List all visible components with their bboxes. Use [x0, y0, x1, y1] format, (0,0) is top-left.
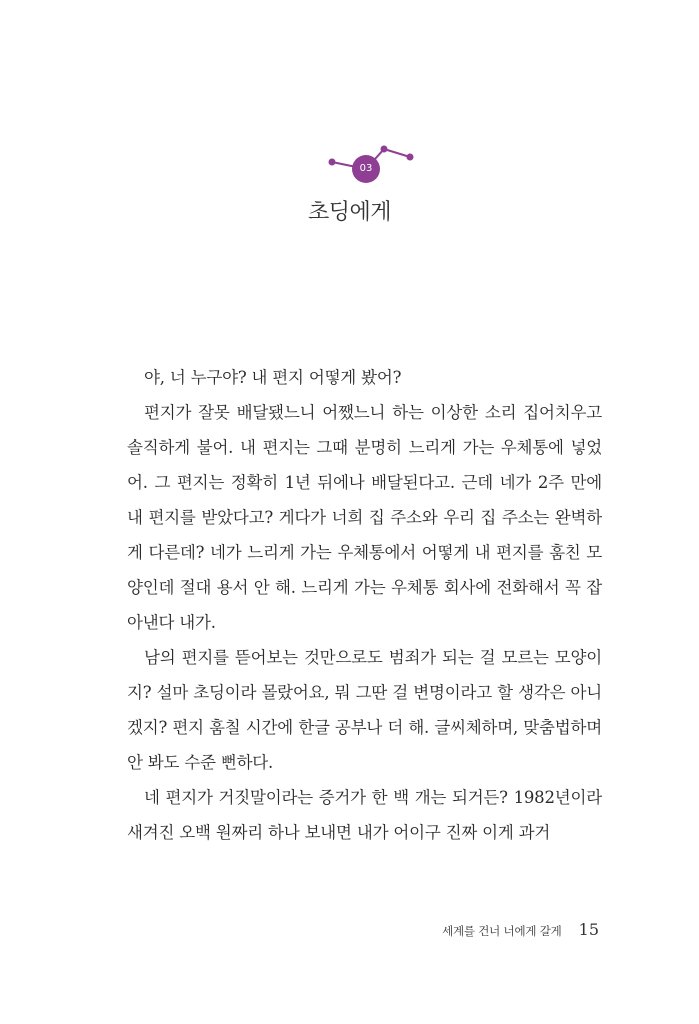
paragraph: 편지가 잘못 배달됐느니 어쨌느니 하는 이상한 소리 집어치우고 솔직하게 불어. 내 편지는 그때 분명히 느리게 가는 우체통에 넣었어. 그 편지는 정확히 1년 뒤에나 배달된다고. 근데 네가 2주 만에 내 편지를 받았다고? 게다가 너희 집 주소와 우리 집 주소는 완벽하게 다른데? 네가 느리게 가는 우체통에서 어떻게 내 편지를 훔친 모양인데 절대 용서 안 해. 느리게 가는 우체통 회사에 전화해서 꼭 잡아낸다 내가.: [127, 403, 602, 632]
page-number: 15: [578, 920, 599, 939]
paragraph: 야, 너 누구야? 내 편지 어떻게 봤어?: [144, 368, 402, 387]
paragraph: 네 편지가 거짓말이라는 증거가 한 백 개는 되거든? 1982년이라 새겨진 오백 원짜리 하나 보내면 내가 어이구 진짜 이게 과거: [127, 788, 602, 842]
chapter-badge: [320, 140, 420, 185]
paragraph: 남의 편지를 뜯어보는 것만으로도 범죄가 되는 걸 모르는 모양이지? 설마 초딩이라 몰랐어요, 뭐 그딴 걸 변명이라고 할 생각은 아니겠지? 편지 훔칠 시간에 한글 공부나 더 해. 글씨체하며, 맞춤법하며 안 봐도 수준 뻔하다.: [127, 648, 602, 772]
body-text: [127, 360, 602, 850]
chapter-title: 초딩에게: [307, 200, 391, 225]
chapter-number: 03: [359, 163, 373, 174]
page-footer: [442, 920, 599, 939]
footer-book-title: 세계를 건너 너에게 갈게: [442, 924, 562, 938]
